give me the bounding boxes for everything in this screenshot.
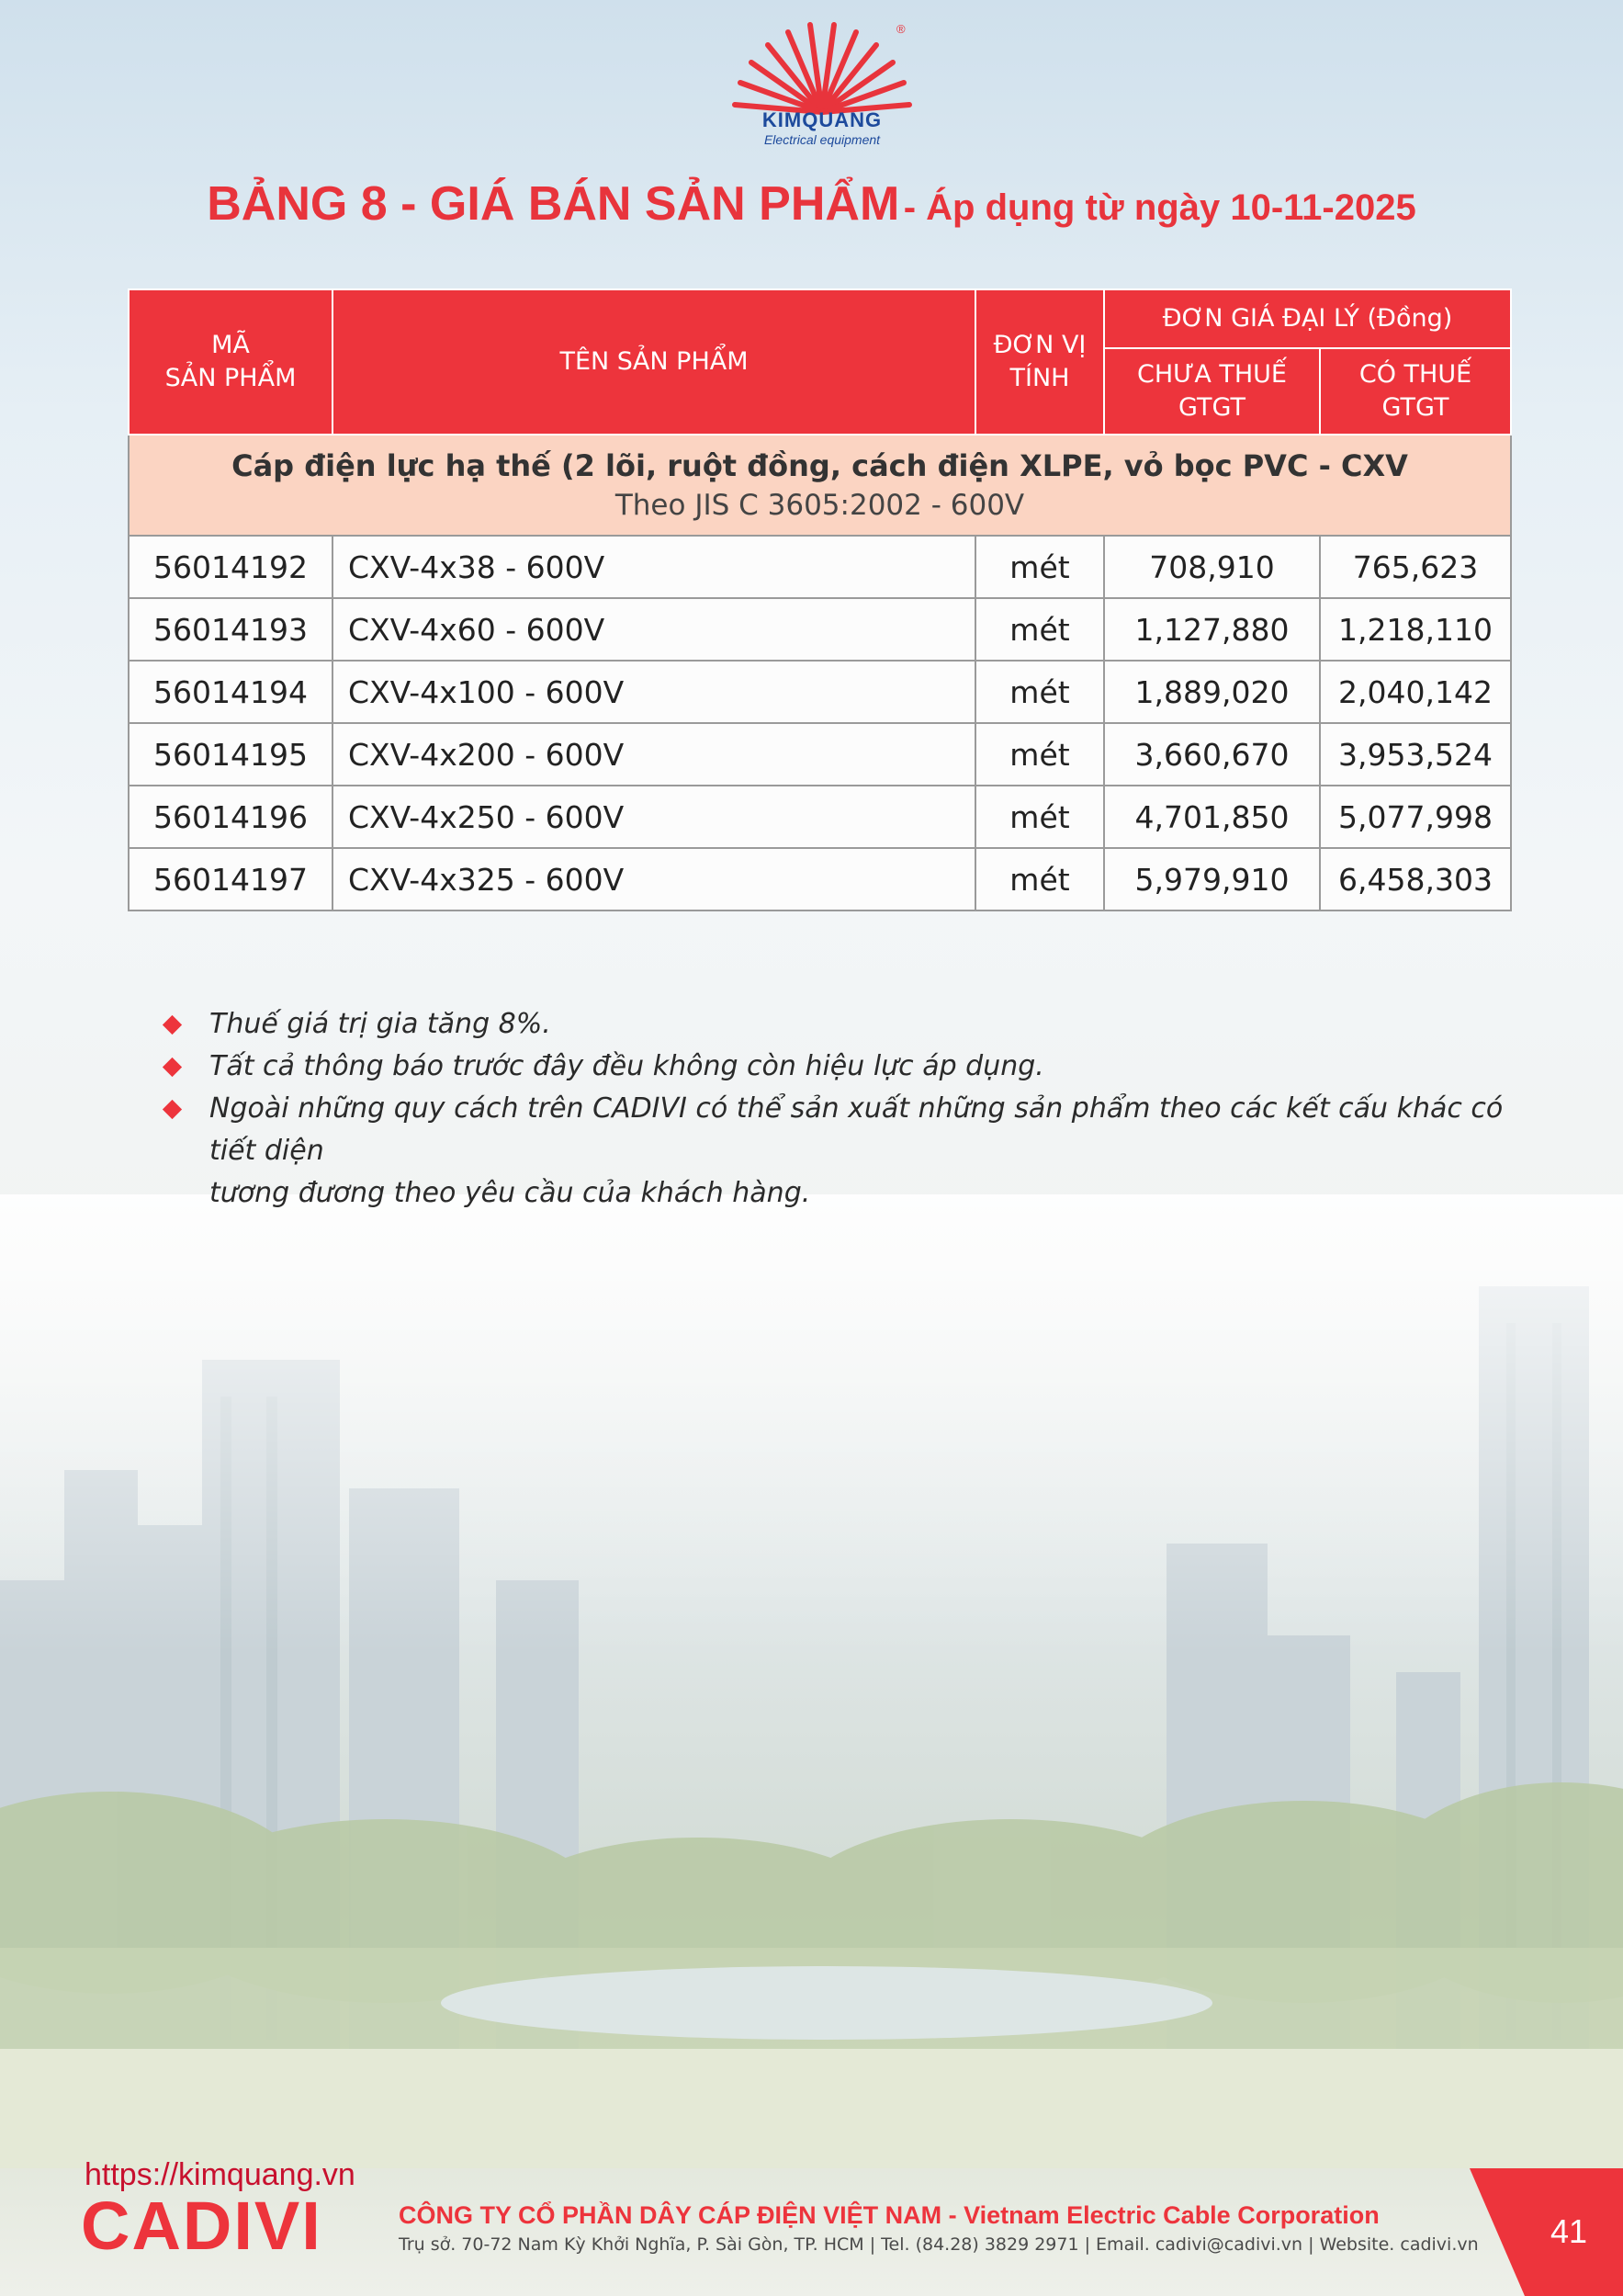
diamond-bullet-icon [163,1015,182,1035]
price-pre-tax: 708,910 [1104,536,1320,598]
price-pre-tax: 1,127,880 [1104,598,1320,661]
product-unit: mét [975,786,1104,848]
price-with-tax: 6,458,303 [1320,848,1511,910]
title-main: BẢNG 8 - GIÁ BÁN SẢN PHẨM [207,177,900,231]
product-name: CXV-4x325 - 600V [332,848,975,910]
header-price-group: ĐƠN GIÁ ĐẠI LÝ (Đồng) [1104,289,1511,348]
price-pre-tax: 1,889,020 [1104,661,1320,723]
product-unit: mét [975,661,1104,723]
cadivi-logo: CADIVI [81,2188,322,2264]
table-row [129,848,1511,910]
product-code: 56014193 [129,598,332,661]
header-code: MÃ SẢN PHẨM [129,289,332,435]
price-pre-tax: 3,660,670 [1104,723,1320,786]
price-with-tax: 765,623 [1320,536,1511,598]
product-unit: mét [975,723,1104,786]
note-item: Ngoài những quy cách trên CADIVI có thể sản xuất những sản phẩm theo các kết cấu khác có tiết diện [163,1088,1523,1172]
price-pre-tax: 4,701,850 [1104,786,1320,848]
product-code: 56014194 [129,661,332,723]
diamond-bullet-icon [163,1100,182,1119]
registered-mark: ® [896,22,906,36]
product-name: CXV-4x38 - 600V [332,536,975,598]
note-item: Thuế giá trị gia tăng 8%. [163,1003,1523,1046]
group-title: Cáp điện lực hạ thế (2 lõi, ruột đồng, cách điện XLPE, vỏ bọc PVC - CXV [231,448,1408,483]
diamond-bullet-icon [163,1058,182,1077]
product-name: CXV-4x60 - 600V [332,598,975,661]
title-effective-date: - Áp dụng từ ngày 10-11-2025 [903,187,1416,228]
price-with-tax: 2,040,142 [1320,661,1511,723]
product-code: 56014196 [129,786,332,848]
table-row [129,786,1511,848]
product-unit: mét [975,848,1104,910]
note-item-continued: tương đương theo yêu cầu của khách hàng. [209,1177,811,1209]
header-name: TÊN SẢN PHẨM [332,289,975,435]
table-row [129,536,1511,598]
product-unit: mét [975,598,1104,661]
table-row [129,661,1511,723]
price-pre-tax: 5,979,910 [1104,848,1320,910]
product-group-row [129,435,1511,536]
product-code: 56014192 [129,536,332,598]
product-name: CXV-4x100 - 600V [332,661,975,723]
header-with-tax: CÓ THUẾ GTGT [1320,348,1511,435]
product-name: CXV-4x250 - 600V [332,786,975,848]
company-address: Trụ sở. 70-72 Nam Kỳ Khởi Nghĩa, P. Sài Gòn, TP. HCM | Tel. (84.28) 3829 2971 | Email. cadivi@cadivi.vn | Website. cadivi.vn [399,2234,1479,2255]
header-pre-tax: CHƯA THUẾ GTGT [1104,348,1320,435]
logo-brand-text: KIMQUANG [761,108,883,131]
note-item: Tất cả thông báo trước đây đều không còn hiệu lực áp dụng. [163,1046,1523,1088]
table-row [129,598,1511,661]
price-with-tax: 5,077,998 [1320,786,1511,848]
product-code: 56014195 [129,723,332,786]
sunburst-logo-mark [716,20,928,121]
logo-tagline: Electrical equipment [763,132,881,147]
kimquang-logo [716,20,928,158]
page-number: 41 [1550,2212,1588,2250]
product-name: CXV-4x200 - 600V [332,723,975,786]
price-with-tax: 1,218,110 [1320,598,1511,661]
company-name: CÔNG TY CỔ PHẦN DÂY CÁP ĐIỆN VIỆT NAM - Vietnam Electric Cable Corporation [399,2201,1380,2229]
product-unit: mét [975,536,1104,598]
header-unit: ĐƠN VỊ TÍNH [975,289,1104,435]
product-code: 56014197 [129,848,332,910]
city-background-illustration [0,1194,1623,2168]
notes-list [163,1003,1523,1215]
table-row [129,723,1511,786]
group-standard: Theo JIS C 3605:2002 - 600V [614,489,1025,522]
price-with-tax: 3,953,524 [1320,723,1511,786]
page-title [0,176,1623,232]
website-link[interactable]: https://kimquang.vn [85,2157,355,2192]
price-table [128,288,1512,911]
